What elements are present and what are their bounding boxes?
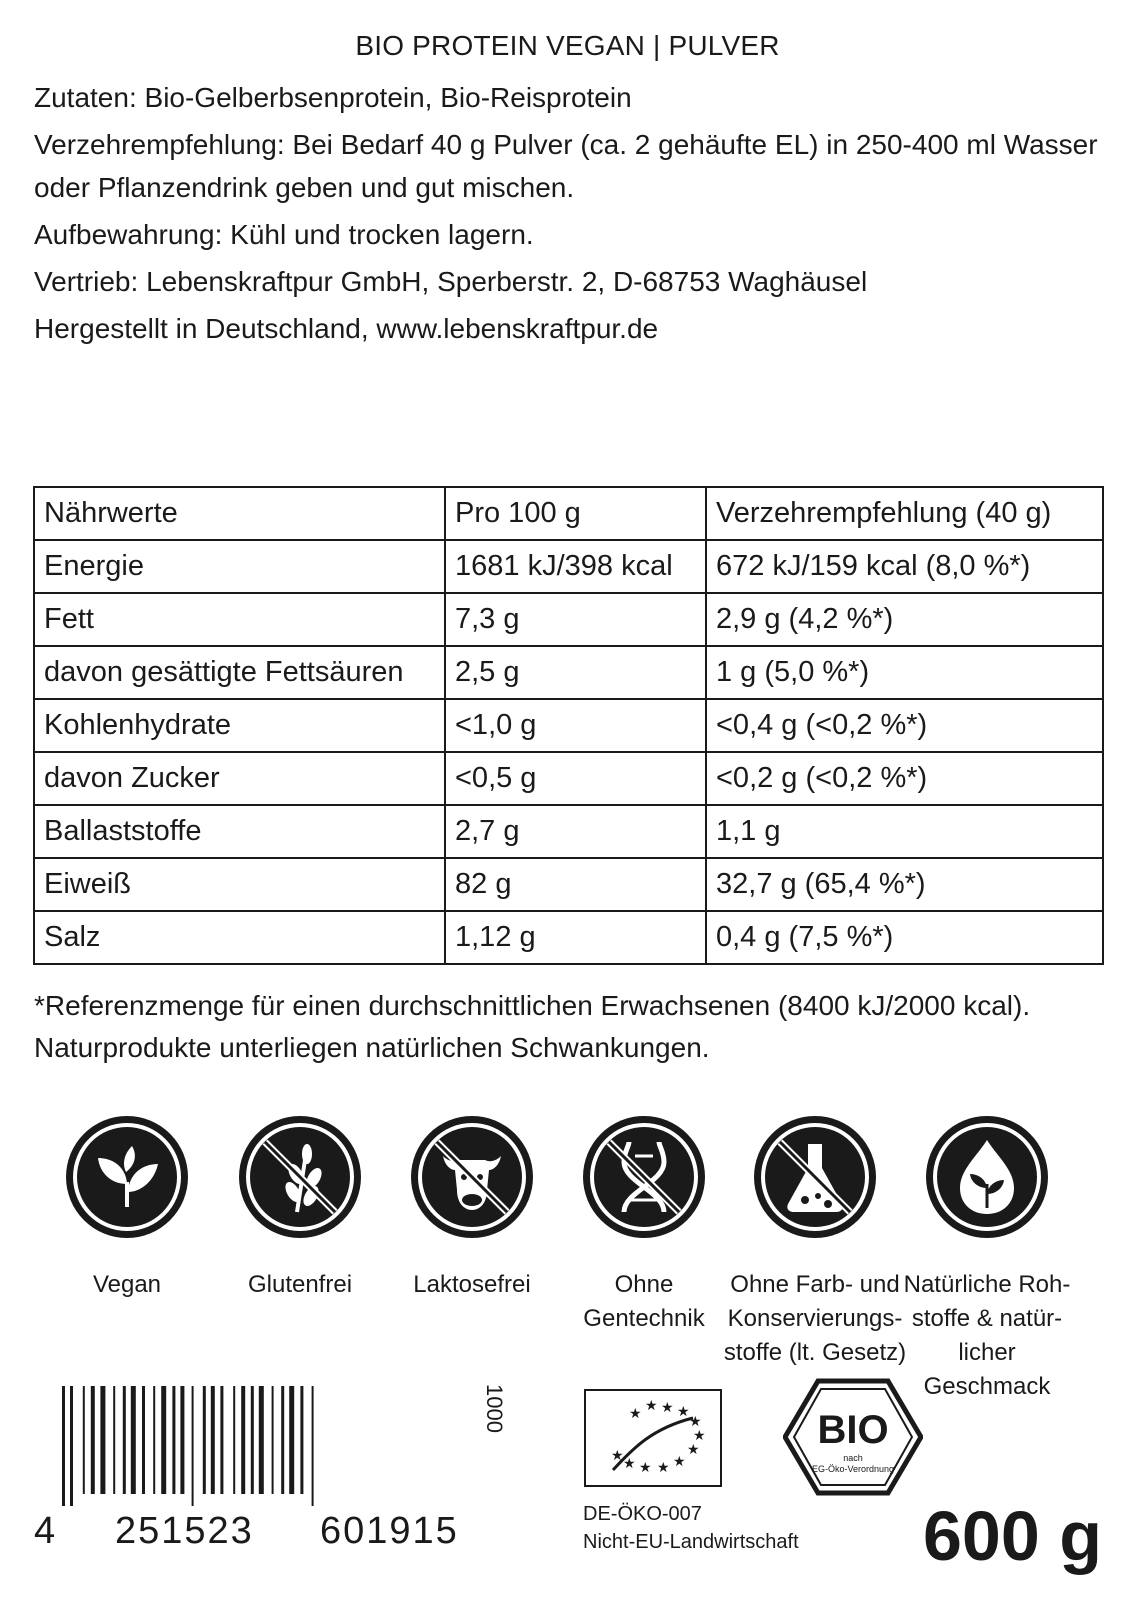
value-per-serving: 672 kJ/159 kcal (8,0 %*) — [706, 540, 1103, 593]
icon-label: Glutenfrei — [247, 1271, 353, 1298]
value-per-100g: 2,5 g — [445, 646, 706, 699]
nutrient-name: Ballaststoffe — [34, 805, 445, 858]
nutrient-name: Eiweiß — [34, 858, 445, 911]
barcode-group-2: 601915 — [320, 1510, 459, 1552]
svg-text:★: ★ — [657, 1460, 670, 1476]
barcode-bar — [259, 1386, 264, 1494]
barcode-bar — [300, 1386, 303, 1494]
table-row — [34, 646, 1103, 699]
barcode-bar — [100, 1386, 105, 1494]
barcode-bar — [91, 1386, 95, 1494]
barcode-bar — [62, 1386, 65, 1506]
value-per-100g: 82 g — [445, 858, 706, 911]
barcode-group-1: 251523 — [115, 1510, 254, 1552]
barcode-bar — [251, 1386, 254, 1494]
distribution-line: Vertrieb: Lebenskraftpur GmbH, Sperberstr. 2, D-68753 Waghäusel — [34, 266, 868, 297]
recommendation-line: Verzehrempfehlung: Bei Bedarf 40 g Pulver (ca. 2 gehäufte EL) in 250-400 ml Wasser oder Pflanzendrink geben und gut mischen. — [34, 129, 1098, 203]
nutrient-name: davon Zucker — [34, 752, 445, 805]
no-dna-icon — [579, 1112, 709, 1242]
recommendation-text: Bei Bedarf 40 g Pulver (ca. 2 gehäufte EL) in 250-400 ml Wasser oder Pflanzendrink geben und gut mischen. — [34, 129, 1098, 203]
value-per-serving: 2,9 g (4,2 %*) — [706, 593, 1103, 646]
barcode-bar — [83, 1386, 85, 1494]
value-per-100g: 1,12 g — [445, 911, 706, 964]
barcode-bar — [172, 1386, 175, 1494]
value-per-serving: 1,1 g — [706, 805, 1103, 858]
storage-line: Aufbewahrung: Kühl und trocken lagern. — [34, 219, 534, 250]
net-weight: 600 g — [923, 1497, 1102, 1575]
svg-text:★: ★ — [673, 1454, 686, 1470]
svg-text:★: ★ — [693, 1428, 706, 1444]
svg-text:★: ★ — [689, 1414, 702, 1430]
no-grain-icon — [235, 1112, 365, 1242]
distribution-label: Vertrieb — [34, 266, 131, 297]
svg-text:★: ★ — [623, 1456, 636, 1472]
value-per-serving: <0,2 g (<0,2 %*) — [706, 752, 1103, 805]
agriculture-origin: Nicht-EU-Landwirtschaft — [583, 1531, 799, 1553]
table-row — [34, 805, 1103, 858]
value-per-100g: <1,0 g — [445, 699, 706, 752]
ingredients-line: Zutaten: Bio-Gelberbsenprotein, Bio-Reisprotein — [34, 82, 632, 113]
water-drop-leaf-icon — [922, 1112, 1052, 1242]
reference-footnote: *Referenzmenge für einen durchschnittlichen Erwachsenen (8400 kJ/2000 kcal). — [34, 990, 1031, 1021]
table-row — [34, 911, 1103, 964]
storage-label: Aufbewahrung — [34, 219, 215, 250]
leaf-icon — [62, 1112, 192, 1242]
barcode-bar — [203, 1386, 206, 1494]
header-per-100g: Pro 100 g — [445, 487, 706, 540]
feature-lactose-free — [377, 1112, 567, 1302]
table-row — [34, 752, 1103, 805]
icon-label: Laktosefrei — [413, 1271, 531, 1298]
icon-label: Ohne Farb- und Konservierungs- stoffe (lt. Gesetz) — [723, 1271, 907, 1366]
feature-natural-ingredients — [892, 1112, 1082, 1404]
nutrient-name: Fett — [34, 593, 445, 646]
natural-variation-note: Naturprodukte unterliegen natürlichen Schwankungen. — [34, 1032, 710, 1063]
storage-text: Kühl und trocken lagern. — [230, 219, 534, 250]
footnote-block — [34, 985, 1030, 1069]
header-per-serving: Verzehrempfehlung (40 g) — [706, 487, 1103, 540]
header-nutrients: Nährwerte — [34, 487, 445, 540]
value-per-100g: 1681 kJ/398 kcal — [445, 540, 706, 593]
table-row — [34, 858, 1103, 911]
barcode-bar — [153, 1386, 155, 1494]
distribution-text: Lebenskraftpur GmbH, Sperberstr. 2, D-68753 Waghäusel — [146, 266, 868, 297]
value-per-serving: 0,4 g (7,5 %*) — [706, 911, 1103, 964]
ingredients-text: Bio-Gelberbsenprotein, Bio-Reisprotein — [144, 82, 632, 113]
bio-seal-logo — [783, 1377, 923, 1497]
barcode-bar — [70, 1386, 73, 1506]
barcode-bar — [289, 1386, 294, 1494]
nutrition-header-row — [34, 487, 1103, 540]
value-per-serving: <0,4 g (<0,2 %*) — [706, 699, 1103, 752]
eu-organic-logo — [583, 1388, 723, 1488]
recommendation-label: Verzehrempfehlung — [34, 129, 277, 160]
barcode-side-code: 1000 — [482, 1384, 507, 1433]
nutrient-name: Salz — [34, 911, 445, 964]
eu-organic-code — [583, 1500, 799, 1556]
barcode-bar — [281, 1386, 284, 1494]
barcode-bar — [220, 1386, 223, 1494]
svg-text:★: ★ — [639, 1460, 652, 1476]
value-per-100g: 7,3 g — [445, 593, 706, 646]
barcode-bar — [192, 1386, 194, 1506]
value-per-serving: 32,7 g (65,4 %*) — [706, 858, 1103, 911]
barcode-first-digit: 4 — [34, 1510, 56, 1552]
table-row — [34, 699, 1103, 752]
bio-seal-text: BIO — [817, 1408, 889, 1452]
barcode-bar — [211, 1386, 215, 1494]
barcode-bar — [131, 1386, 136, 1494]
feature-no-additives — [720, 1112, 910, 1370]
no-cow-icon — [407, 1112, 537, 1242]
value-per-100g: <0,5 g — [445, 752, 706, 805]
svg-text:★: ★ — [645, 1398, 658, 1414]
bio-seal-sub1: nach — [843, 1453, 863, 1463]
product-info — [34, 76, 1104, 354]
svg-text:★: ★ — [611, 1448, 624, 1464]
svg-text:★: ★ — [677, 1404, 690, 1420]
product-title: BIO PROTEIN VEGAN | PULVER — [355, 30, 780, 61]
barcode-bar — [123, 1386, 126, 1494]
barcode-bar — [161, 1386, 166, 1494]
svg-text:★: ★ — [661, 1400, 674, 1416]
value-per-100g: 2,7 g — [445, 805, 706, 858]
table-row — [34, 540, 1103, 593]
origin-line: Hergestellt in Deutschland, www.lebenskraftpur.de — [34, 313, 659, 344]
nutrition-table — [33, 486, 1104, 965]
barcode-bar — [272, 1386, 274, 1494]
icon-label: Natürliche Roh- stoffe & natür- licher Geschmack — [903, 1271, 1071, 1400]
feature-no-gmo — [549, 1112, 739, 1336]
nutrient-name: Energie — [34, 540, 445, 593]
barcode-bar — [312, 1386, 314, 1506]
barcode-bar — [113, 1386, 115, 1494]
icon-label: Ohne Gentechnik — [583, 1271, 705, 1332]
bio-seal-sub2: EG-Öko-Verordnung — [811, 1464, 895, 1474]
ingredients-label: Zutaten — [34, 82, 129, 113]
svg-text:★: ★ — [629, 1406, 642, 1422]
ean-barcode — [62, 1386, 492, 1506]
value-per-serving: 1 g (5,0 %*) — [706, 646, 1103, 699]
table-row — [34, 593, 1103, 646]
nutrient-name: davon gesättigte Fettsäuren — [34, 646, 445, 699]
svg-text:★: ★ — [687, 1442, 700, 1458]
icon-label: Vegan — [92, 1271, 162, 1298]
feature-gluten-free — [205, 1112, 395, 1302]
nutrient-name: Kohlenhydrate — [34, 699, 445, 752]
barcode-bar — [233, 1386, 235, 1494]
feature-vegan — [32, 1112, 222, 1302]
barcode-bar — [180, 1386, 184, 1494]
barcode-bar — [241, 1386, 245, 1494]
barcode-bar — [142, 1386, 145, 1494]
no-flask-icon — [750, 1112, 880, 1242]
control-body-code: DE-ÖKO-007 — [583, 1503, 702, 1525]
